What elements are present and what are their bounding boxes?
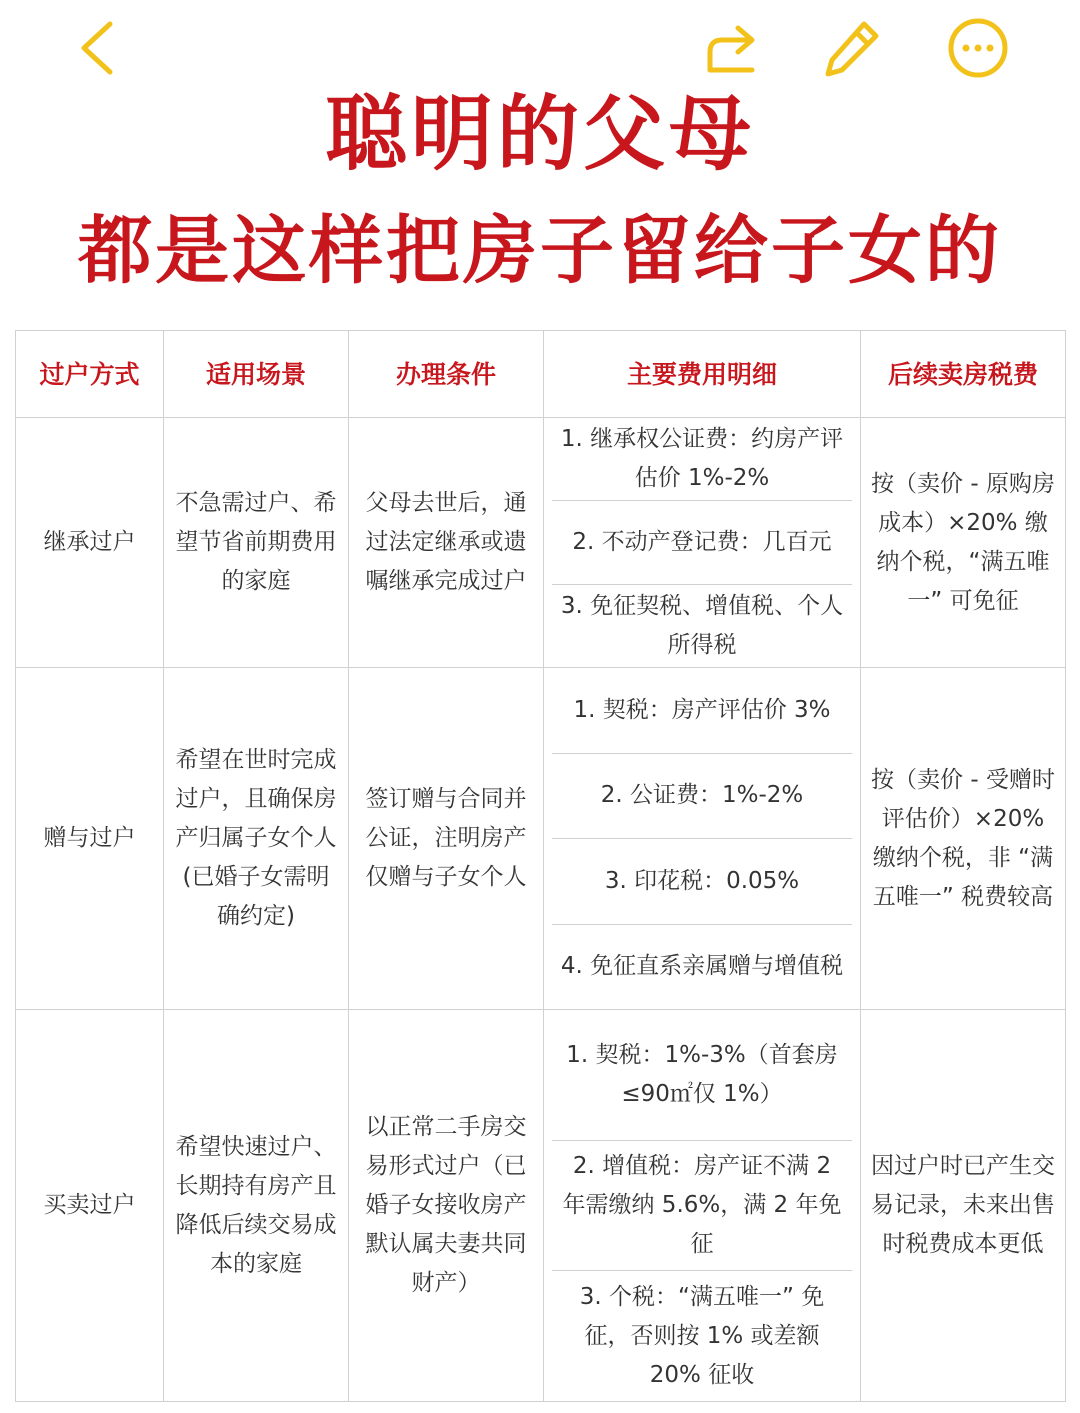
fees-cell	[544, 1010, 861, 1402]
top-toolbar	[0, 0, 1080, 100]
fee-item: 2. 公证费：1%-2%	[552, 753, 852, 839]
fees-cell	[544, 418, 861, 668]
fee-item: 3. 印花税：0.05%	[552, 838, 852, 924]
method-cell: 继承过户	[16, 418, 164, 668]
fee-item: 3. 免征契税、增值税、个人所得税	[552, 584, 852, 667]
pencil-icon[interactable]	[820, 16, 884, 80]
fees-cell	[544, 668, 861, 1010]
fee-item: 3. 个税：“满五唯一” 免征，否则按 1% 或差额 20% 征收	[552, 1270, 852, 1401]
scenario-cell: 希望快速过户、长期持有房产且降低后续交易成本的家庭	[164, 1010, 349, 1402]
more-dots-icon[interactable]	[946, 16, 1010, 80]
header-scenario: 适用场景	[164, 331, 349, 418]
scenario-cell: 不急需过户、希望节省前期费用的家庭	[164, 418, 349, 668]
method-cell: 赠与过户	[16, 668, 164, 1010]
fee-item: 2. 不动产登记费：几百元	[552, 500, 852, 583]
header-fees: 主要费用明细	[544, 331, 861, 418]
page-title-line2: 都是这样把房子留给子女的	[78, 208, 1002, 294]
table-row-sale	[16, 1010, 1066, 1402]
method-cell: 买卖过户	[16, 1010, 164, 1402]
resale-tax-cell: 按（卖价 - 原购房成本）×20% 缴纳个税，“满五唯一” 可免征	[861, 418, 1066, 668]
fee-item: 2. 增值税：房产证不满 2 年需缴纳 5.6%，满 2 年免征	[552, 1140, 852, 1271]
scenario-cell: 希望在世时完成过户，且确保房产归属子女个人(已婚子女需明确约定)	[164, 668, 349, 1010]
condition-cell: 父母去世后，通过法定继承或遗嘱继承完成过户	[349, 418, 544, 668]
fee-item: 4. 免征直系亲属赠与增值税	[552, 924, 852, 1010]
fee-item: 1. 契税：房产评估价 3%	[573, 696, 831, 723]
share-arrow-icon[interactable]	[700, 18, 764, 78]
condition-cell: 以正常二手房交易形式过户（已婚子女接收房产默认属夫妻共同财产）	[349, 1010, 544, 1402]
header-condition: 办理条件	[349, 331, 544, 418]
fee-item: 1. 契税：1%-3%（首套房≤90㎡仅 1%）	[566, 1041, 838, 1107]
back-chevron-icon[interactable]	[72, 18, 122, 78]
header-method: 过户方式	[16, 331, 164, 418]
fee-item: 1. 继承权公证费：约房产评估价 1%-2%	[560, 426, 844, 492]
resale-tax-cell: 因过户时已产生交易记录，未来出售时税费成本更低	[861, 1010, 1066, 1402]
table-header-row	[16, 331, 1066, 418]
transfer-methods-table	[15, 330, 1066, 1402]
table-row-gift	[16, 668, 1066, 1010]
header-resale-tax: 后续卖房税费	[861, 331, 1066, 418]
condition-cell: 签订赠与合同并公证，注明房产仅赠与子女个人	[349, 668, 544, 1010]
table-row-inheritance	[16, 418, 1066, 668]
resale-tax-cell: 按（卖价 - 受赠时评估价）×20% 缴纳个税，非 “满五唯一” 税费较高	[861, 668, 1066, 1010]
page-title-line1: 聪明的父母	[324, 87, 755, 182]
